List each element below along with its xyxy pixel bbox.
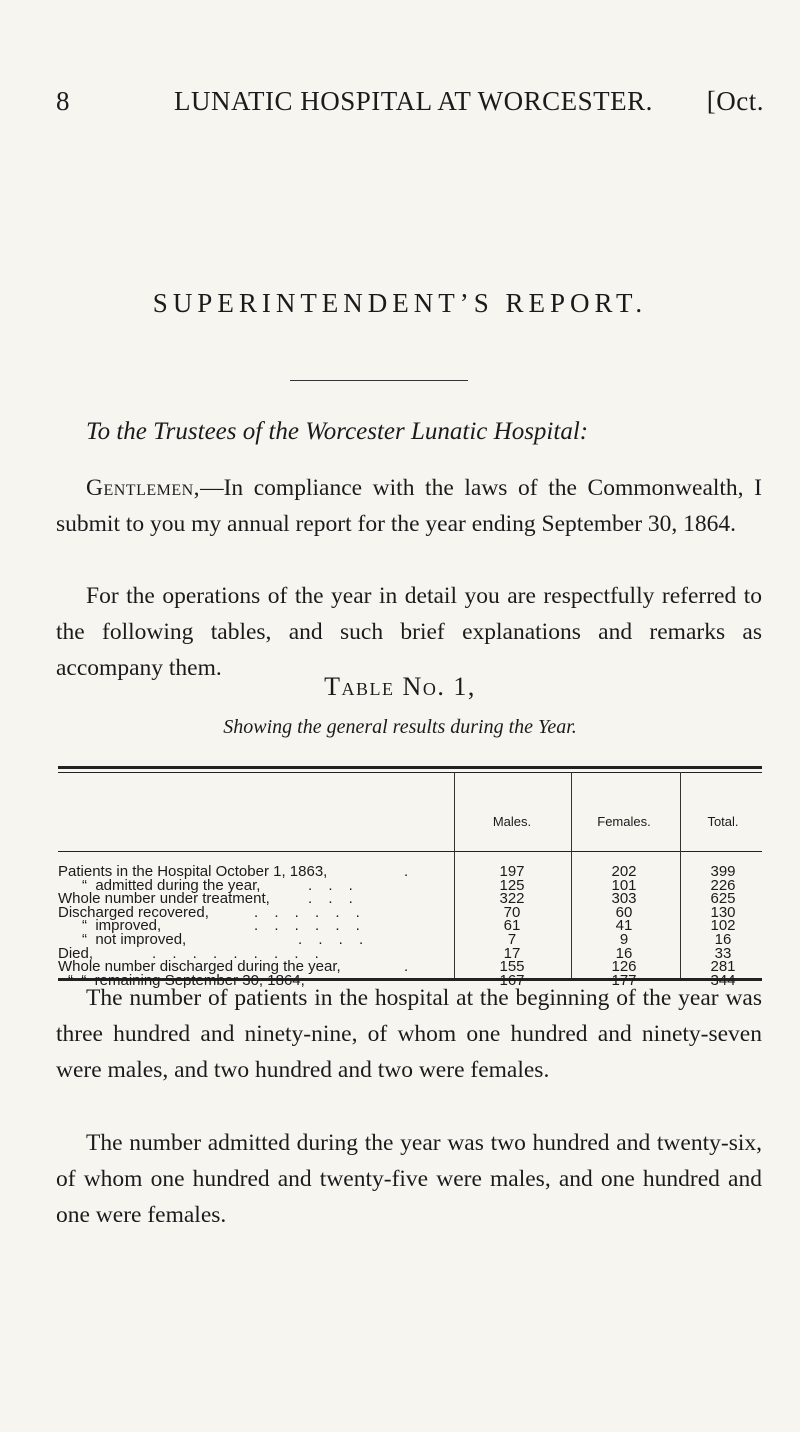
column-header-total: Total.	[707, 814, 739, 829]
table-title: Table No. 1,	[324, 672, 476, 701]
cell-males: 61	[503, 917, 521, 935]
cell-females: 177	[611, 971, 637, 989]
report-title: SUPERINTENDENT’S REPORT.	[152, 288, 648, 318]
cell-total: 16	[714, 931, 732, 948]
cell-total: 625	[710, 890, 736, 908]
cell-total: 130	[710, 903, 736, 921]
cell-total: 33	[714, 944, 732, 962]
row-leader-dots: .	[404, 863, 415, 880]
table-top-rule-thin	[58, 772, 762, 773]
row-label: “ admitted during the year,	[82, 876, 261, 894]
intro-paragraph-2-text: For the operations of the year in detail you are respectfully referred to the following tables, and such brief explanations and remarks as accompany them.	[56, 583, 762, 681]
running-title: LUNATIC HOSPITAL AT WORCESTER.	[174, 86, 653, 116]
cell-males: 7	[507, 931, 517, 948]
body-paragraph-4-text: The number admitted during the year was two hundred and twenty-six, of whom one hundred and twenty-five were males, and one hundred and one were females.	[56, 1130, 762, 1228]
cell-males: 17	[503, 944, 521, 962]
intro-paragraph-1	[56, 470, 762, 542]
cell-males: 322	[499, 890, 525, 908]
row-leader-dots: . . . . . .	[254, 903, 366, 921]
cell-males: 155	[499, 958, 525, 976]
cell-total: 102	[710, 917, 736, 935]
cell-total: 399	[710, 863, 736, 880]
row-leader-dots: . . . .	[298, 931, 370, 948]
table-top-rule	[58, 766, 762, 769]
row-leader-dots: . . . . . . . . .	[152, 944, 325, 962]
row-leader-dots: .	[404, 958, 415, 976]
cell-males: 70	[503, 903, 521, 921]
row-label: Discharged recovered,	[58, 903, 209, 921]
address-line: To the Trustees of the Worcester Lunatic Hospital:	[86, 418, 589, 445]
page-number: 8	[56, 86, 70, 116]
intro-paragraph-1-text: —In compliance with the laws of the Commonwealth, I submit to you my annual report for the year ending September 30, 1864.	[56, 475, 762, 537]
row-label: Patients in the Hospital October 1, 1863,	[58, 863, 328, 880]
intro-paragraph-2	[56, 578, 762, 686]
cell-total: 281	[710, 958, 736, 976]
row-label: Whole number under treatment,	[58, 890, 270, 908]
row-leader-dots: . . .	[308, 876, 359, 894]
cell-females: 9	[619, 931, 629, 948]
cell-males: 197	[499, 863, 525, 880]
title-divider	[290, 380, 468, 381]
column-header-females: Females.	[597, 814, 651, 829]
table-subtitle: Showing the general results during the Year.	[223, 716, 577, 738]
row-label: “ not improved,	[82, 931, 187, 948]
cell-females: 202	[611, 863, 637, 880]
row-label: Died,	[58, 944, 94, 962]
row-label: “ improved,	[82, 917, 162, 935]
body-paragraph-3-text: The number of patients in the hospital at the beginning of the year was three hundred and ninety-nine, of whom one hundred and ninety-seven were males, and two hundred and two were females.	[56, 985, 762, 1083]
table-header-rule	[58, 851, 762, 852]
row-leader-dots: . . .	[308, 890, 359, 908]
salutation: Gentlemen,	[86, 475, 201, 501]
column-header-males: Males.	[492, 814, 532, 829]
cell-total: 226	[710, 876, 736, 894]
running-head-month: [Oct.	[706, 86, 764, 116]
cell-total: 344	[710, 971, 736, 989]
cell-females: 16	[615, 944, 633, 962]
cell-females: 41	[615, 917, 633, 935]
cell-males: 167	[499, 971, 525, 989]
body-paragraph-4	[56, 1125, 762, 1233]
row-label: “ “ remaining September 30, 1864,	[68, 971, 305, 989]
row-leader-dots: . . . . . .	[254, 917, 366, 935]
cell-females: 303	[611, 890, 637, 908]
cell-females: 60	[615, 903, 633, 921]
row-label: Whole number discharged during the year,	[58, 958, 341, 976]
cell-females: 126	[611, 958, 637, 976]
body-paragraph-3	[56, 980, 762, 1088]
cell-females: 101	[611, 876, 637, 894]
cell-males: 125	[499, 876, 525, 894]
